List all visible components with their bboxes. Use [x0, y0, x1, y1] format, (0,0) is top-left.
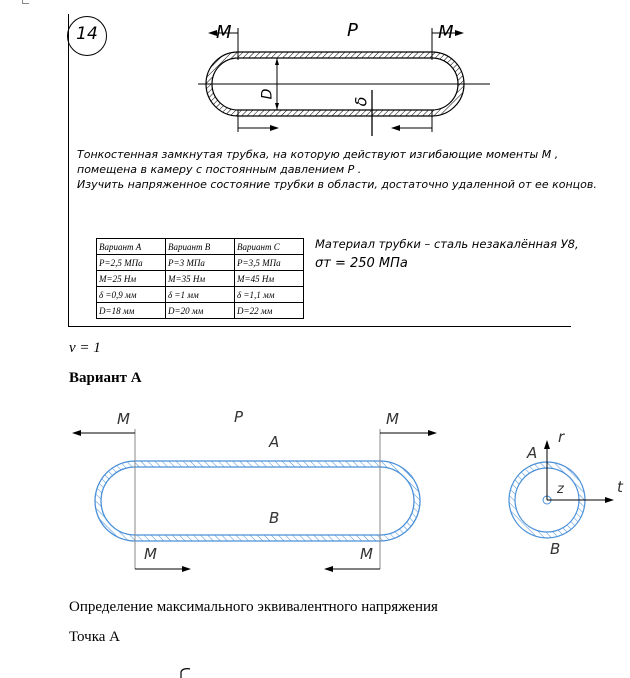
- cross-section-diagram: [500, 430, 630, 560]
- table-cell: P=3,5 МПа: [235, 255, 304, 271]
- axis-r-arrow: [544, 440, 550, 449]
- table-cell: M=45 Нм: [235, 271, 304, 287]
- cs-label-t: t: [617, 478, 623, 496]
- variant-heading: Вариант А: [69, 370, 142, 386]
- table-header: Вариант С: [235, 239, 304, 255]
- description-line-2: помещена в камеру с постоянным давлением P .: [77, 163, 362, 176]
- table-cell: P=2,5 МПа: [97, 255, 166, 271]
- table-header-row: [97, 239, 304, 255]
- table-row: [97, 271, 304, 287]
- table-header: Вариант А: [97, 239, 166, 255]
- table-header: Вариант В: [166, 239, 235, 255]
- label-M-right: M: [438, 22, 454, 43]
- table-cell: δ =0,9 мм: [97, 287, 166, 303]
- cs-label-z: z: [557, 482, 564, 497]
- problem-number: 14: [76, 24, 98, 44]
- variant-tube-diagram: [70, 405, 450, 580]
- label-P: P: [347, 20, 358, 41]
- description-line-1: Тонкостенная замкнутая трубка, на которую действуют изгибающие моменты M ,: [77, 148, 559, 161]
- section-title: Определение максимального эквивалентного напряжения: [69, 599, 438, 615]
- arrow-right: [455, 30, 464, 36]
- table-row: [97, 255, 304, 271]
- cs-label-r: r: [558, 428, 565, 446]
- label-M-left: M: [216, 22, 232, 43]
- table-row: [97, 303, 304, 319]
- table-cell: δ =1,1 мм: [235, 287, 304, 303]
- arrow-right: [428, 430, 437, 436]
- label-point-B: B: [269, 509, 280, 527]
- cs-label-A: A: [527, 444, 538, 462]
- material-line-2: σт = 250 МПа: [315, 256, 408, 271]
- table-cell: M=25 Нм: [97, 271, 166, 287]
- label-delta: δ: [351, 96, 371, 107]
- label-M-bottom-left: M: [144, 545, 157, 563]
- variants-table: [96, 238, 304, 319]
- tube-wall-blue: [95, 461, 420, 541]
- table-cell: D=22 мм: [235, 303, 304, 319]
- label-D: D: [259, 88, 276, 100]
- point-title: Точка А: [69, 629, 120, 645]
- table-cell: P=3 МПа: [166, 255, 235, 271]
- table-cell: δ =1 мм: [166, 287, 235, 303]
- table-row: [97, 287, 304, 303]
- material-line-1: Материал трубки – сталь незакалённая У8,: [315, 237, 579, 251]
- table-cell: D=18 мм: [97, 303, 166, 319]
- axis-t-arrow: [605, 497, 614, 503]
- label-M-bottom-right: M: [360, 545, 373, 563]
- corner-mark: [22, 0, 29, 4]
- label-point-A: A: [269, 433, 280, 451]
- formula-glyph-cut: [178, 668, 194, 678]
- arrow-left: [72, 430, 81, 436]
- table-cell: D=20 мм: [166, 303, 235, 319]
- cs-label-B: B: [550, 540, 561, 558]
- description-line-3: Изучить напряженное состояние трубки в области, достаточно удаленной от ее концов.: [77, 178, 597, 191]
- nu-line: ν = 1: [69, 340, 101, 356]
- table-cell: M=35 Нм: [166, 271, 235, 287]
- label-P: P: [234, 408, 244, 426]
- label-M-top-left: M: [117, 410, 130, 428]
- label-M-top-right: M: [386, 410, 399, 428]
